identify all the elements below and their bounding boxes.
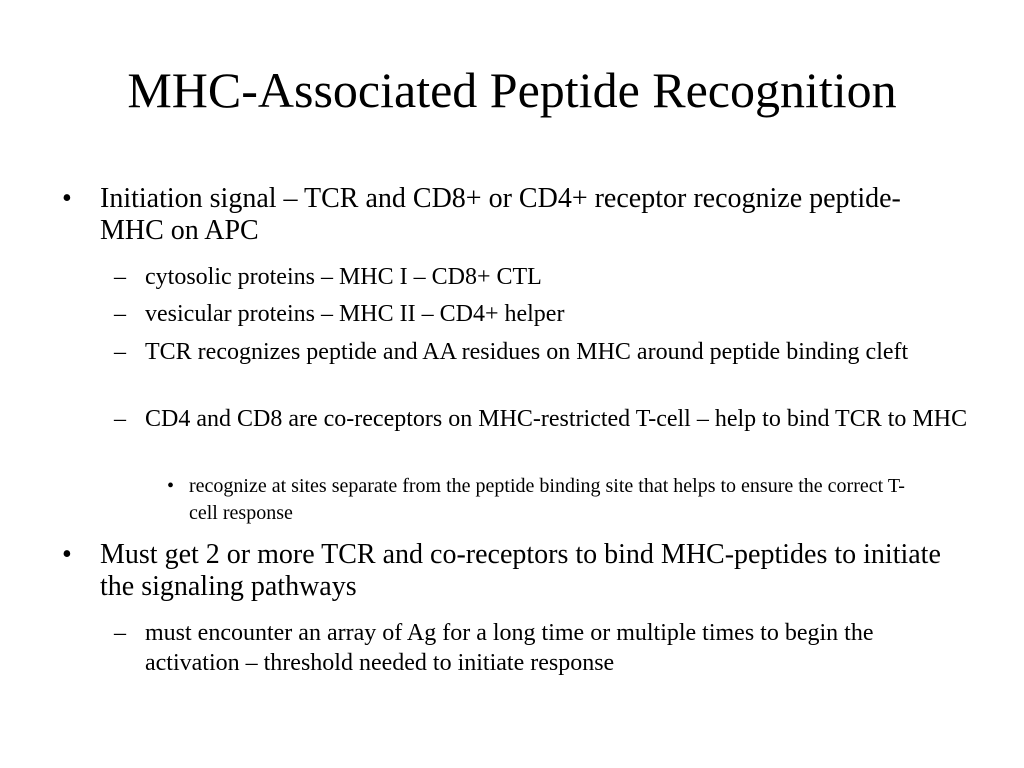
bullet-marker: • bbox=[62, 183, 72, 214]
bullet-marker: • bbox=[167, 475, 175, 497]
bullet-text: Must get 2 or more TCR and co-receptors to bind MHC-peptides to initiate the signaling pathways bbox=[100, 539, 941, 602]
dash-marker: – bbox=[114, 264, 126, 290]
bullet-text: CD4 and CD8 are co-receptors on MHC-restricted T-cell – help to bind TCR to MHC bbox=[145, 406, 968, 432]
slide-title: MHC-Associated Peptide Recognition bbox=[127, 62, 897, 118]
bullet-text: must encounter an array of Ag for a long time or multiple times to begin the activation – threshold needed to initiate response bbox=[145, 620, 874, 676]
bullet-text: vesicular proteins – MHC II – CD4+ helper bbox=[145, 301, 565, 327]
bullet-text: cytosolic proteins – MHC I – CD8+ CTL bbox=[145, 264, 542, 290]
bullet-text: Initiation signal – TCR and CD8+ or CD4+ receptor recognize peptide-MHC on APC bbox=[100, 183, 901, 246]
bullet-must-get-2 bbox=[62, 539, 962, 603]
bullet-initiation-signal bbox=[62, 183, 962, 247]
sub-sub-bullet-recognize-sites bbox=[167, 473, 907, 527]
dash-marker: – bbox=[114, 620, 126, 646]
sub-bullet-must-encounter bbox=[114, 618, 974, 678]
dash-marker: – bbox=[114, 339, 126, 365]
sub-bullet-tcr-recognizes bbox=[114, 337, 974, 367]
sub-bullet-cytosolic-proteins bbox=[114, 262, 974, 292]
bullet-text: recognize at sites separate from the peptide binding site that helps to ensure the correct T-cell response bbox=[189, 475, 905, 524]
sub-bullet-vesicular-proteins bbox=[114, 299, 974, 329]
dash-marker: – bbox=[114, 301, 126, 327]
sub-bullet-co-receptors bbox=[114, 404, 974, 434]
bullet-text: TCR recognizes peptide and AA residues on MHC around peptide binding cleft bbox=[145, 339, 909, 365]
dash-marker: – bbox=[114, 406, 126, 432]
bullet-marker: • bbox=[62, 539, 72, 570]
